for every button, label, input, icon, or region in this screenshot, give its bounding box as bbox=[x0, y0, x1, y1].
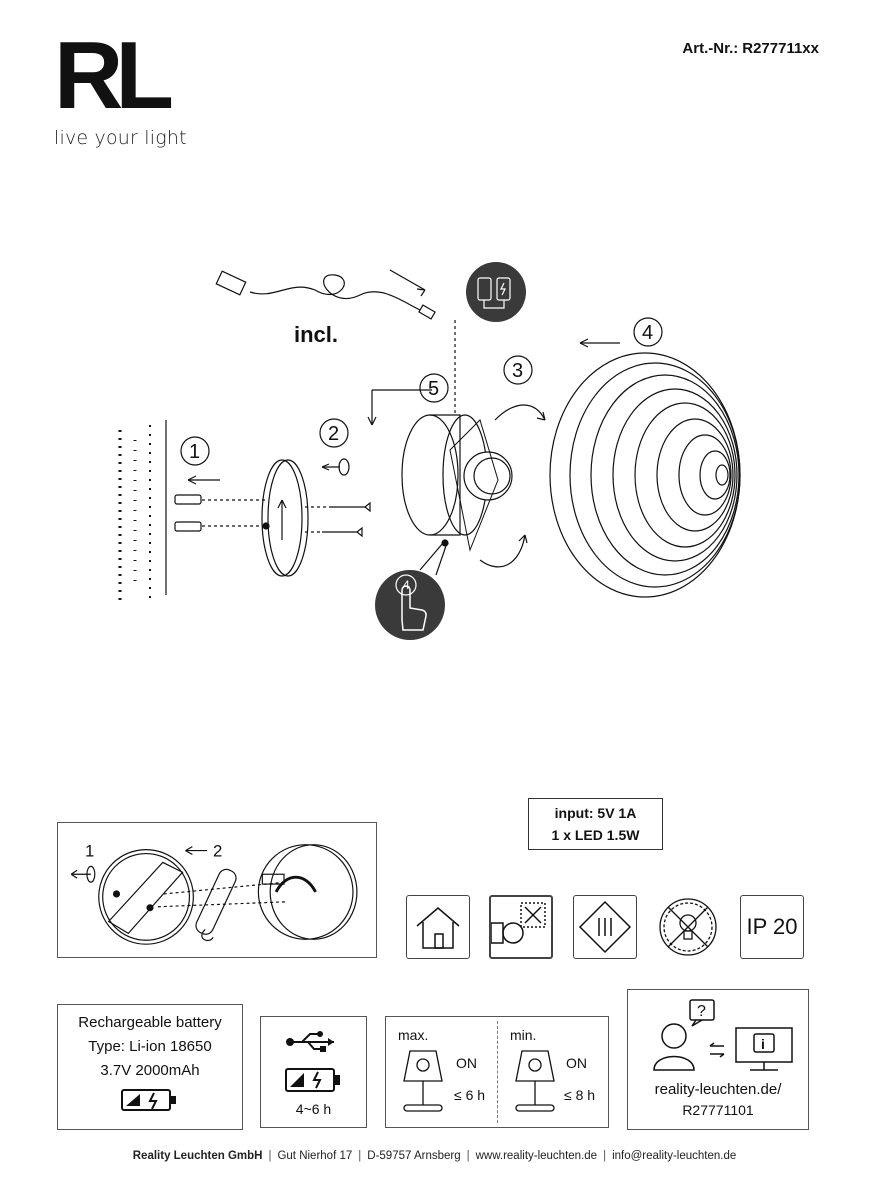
lamp-shade bbox=[550, 353, 740, 597]
battery-charge-icon bbox=[284, 1066, 344, 1094]
fixture-base bbox=[402, 415, 512, 550]
footer-address: Gut Nierhof 17 bbox=[277, 1150, 353, 1162]
footer-city: D-59757 Arnsberg bbox=[367, 1150, 461, 1162]
footer-email[interactable]: info@reality-leuchten.de bbox=[612, 1150, 737, 1162]
article-number bbox=[682, 40, 819, 57]
replaceable-light-source-icon bbox=[489, 895, 553, 959]
wall-texture bbox=[120, 420, 166, 600]
battery-cell-drawing bbox=[193, 867, 238, 937]
table-lamp-icon-max bbox=[398, 1047, 448, 1117]
included-label: incl. bbox=[294, 322, 339, 347]
logo-letters: RL bbox=[54, 38, 166, 120]
touch-step-label: 4 bbox=[403, 578, 410, 592]
battery-line-3: 3.7V 2000mAh bbox=[100, 1062, 200, 1079]
unscrew-arrow-icon bbox=[71, 870, 91, 878]
runtime-max-duration: ≤ 6 h bbox=[454, 1087, 486, 1103]
footer-company: Reality Leuchten GmbH bbox=[132, 1150, 263, 1162]
battery-step-1: 1 bbox=[84, 841, 95, 861]
step-1-label: 1 bbox=[189, 441, 201, 463]
article-value: R277711xx bbox=[742, 40, 819, 57]
battery-line-1: Rechargeable battery bbox=[78, 1014, 222, 1031]
assembly-illustration bbox=[100, 250, 760, 660]
spec-led: 1 x LED 1.5W bbox=[551, 827, 640, 843]
battery-line-2: Type: Li-ion 18650 bbox=[88, 1038, 212, 1055]
article-label: Art.-Nr.: bbox=[682, 40, 739, 57]
runtime-min-label: min. bbox=[510, 1027, 537, 1043]
runtime-max-state: ON bbox=[456, 1055, 477, 1071]
logo-tagline: live your light bbox=[54, 127, 187, 149]
footer-web[interactable]: www.reality-leuchten.de bbox=[475, 1150, 598, 1162]
screws bbox=[322, 503, 370, 536]
battery-step-2: 2 bbox=[213, 841, 223, 861]
indoor-use-icon bbox=[406, 895, 470, 959]
battery-info-box bbox=[57, 1004, 243, 1130]
non-replaceable-led-icon bbox=[656, 895, 720, 959]
usb-cable-drawing bbox=[216, 270, 435, 319]
touch-switch-icon bbox=[375, 570, 445, 640]
step-3-label: 3 bbox=[512, 360, 524, 382]
step-5-label: 5 bbox=[428, 378, 440, 400]
runtime-max-label: max. bbox=[398, 1027, 429, 1043]
table-lamp-icon-min bbox=[510, 1047, 560, 1117]
usb-icon bbox=[284, 1027, 344, 1057]
usb-c-charge-icon bbox=[466, 262, 526, 322]
spec-box bbox=[528, 798, 663, 850]
step-4-label: 4 bbox=[642, 322, 654, 344]
runtime-divider bbox=[497, 1021, 498, 1123]
wall-anchors bbox=[175, 495, 201, 531]
customer-support-icon bbox=[638, 996, 798, 1076]
step-2-label: 2 bbox=[328, 423, 340, 445]
spec-input: input: 5V 1A bbox=[554, 805, 637, 821]
footer: Reality Leuchten GmbH | Gut Nierhof 17 | D-59757 Arnsberg | www.reality-leuchten.de | info@reality-leuchten.de bbox=[132, 1150, 737, 1162]
runtime-min-duration: ≤ 8 h bbox=[564, 1087, 596, 1103]
support-info-box bbox=[627, 989, 809, 1130]
battery-replacement-diagram bbox=[57, 822, 377, 958]
support-url[interactable]: reality-leuchten.de/ bbox=[654, 1081, 782, 1098]
mounting-plate bbox=[262, 460, 308, 576]
svg-text:i: i bbox=[761, 1036, 765, 1052]
usb-charging-box bbox=[260, 1016, 367, 1128]
protection-class-3-icon bbox=[573, 895, 637, 959]
charge-time: 4~6 h bbox=[295, 1101, 332, 1117]
svg-text:?: ? bbox=[697, 1003, 706, 1020]
runtime-min-state: ON bbox=[566, 1055, 587, 1071]
rl-logo bbox=[54, 38, 184, 120]
battery-charge-icon bbox=[120, 1087, 180, 1113]
runtime-box bbox=[385, 1016, 609, 1128]
ip-rating-badge: IP 20 bbox=[740, 895, 804, 959]
support-code: R27771101 bbox=[682, 1102, 754, 1118]
